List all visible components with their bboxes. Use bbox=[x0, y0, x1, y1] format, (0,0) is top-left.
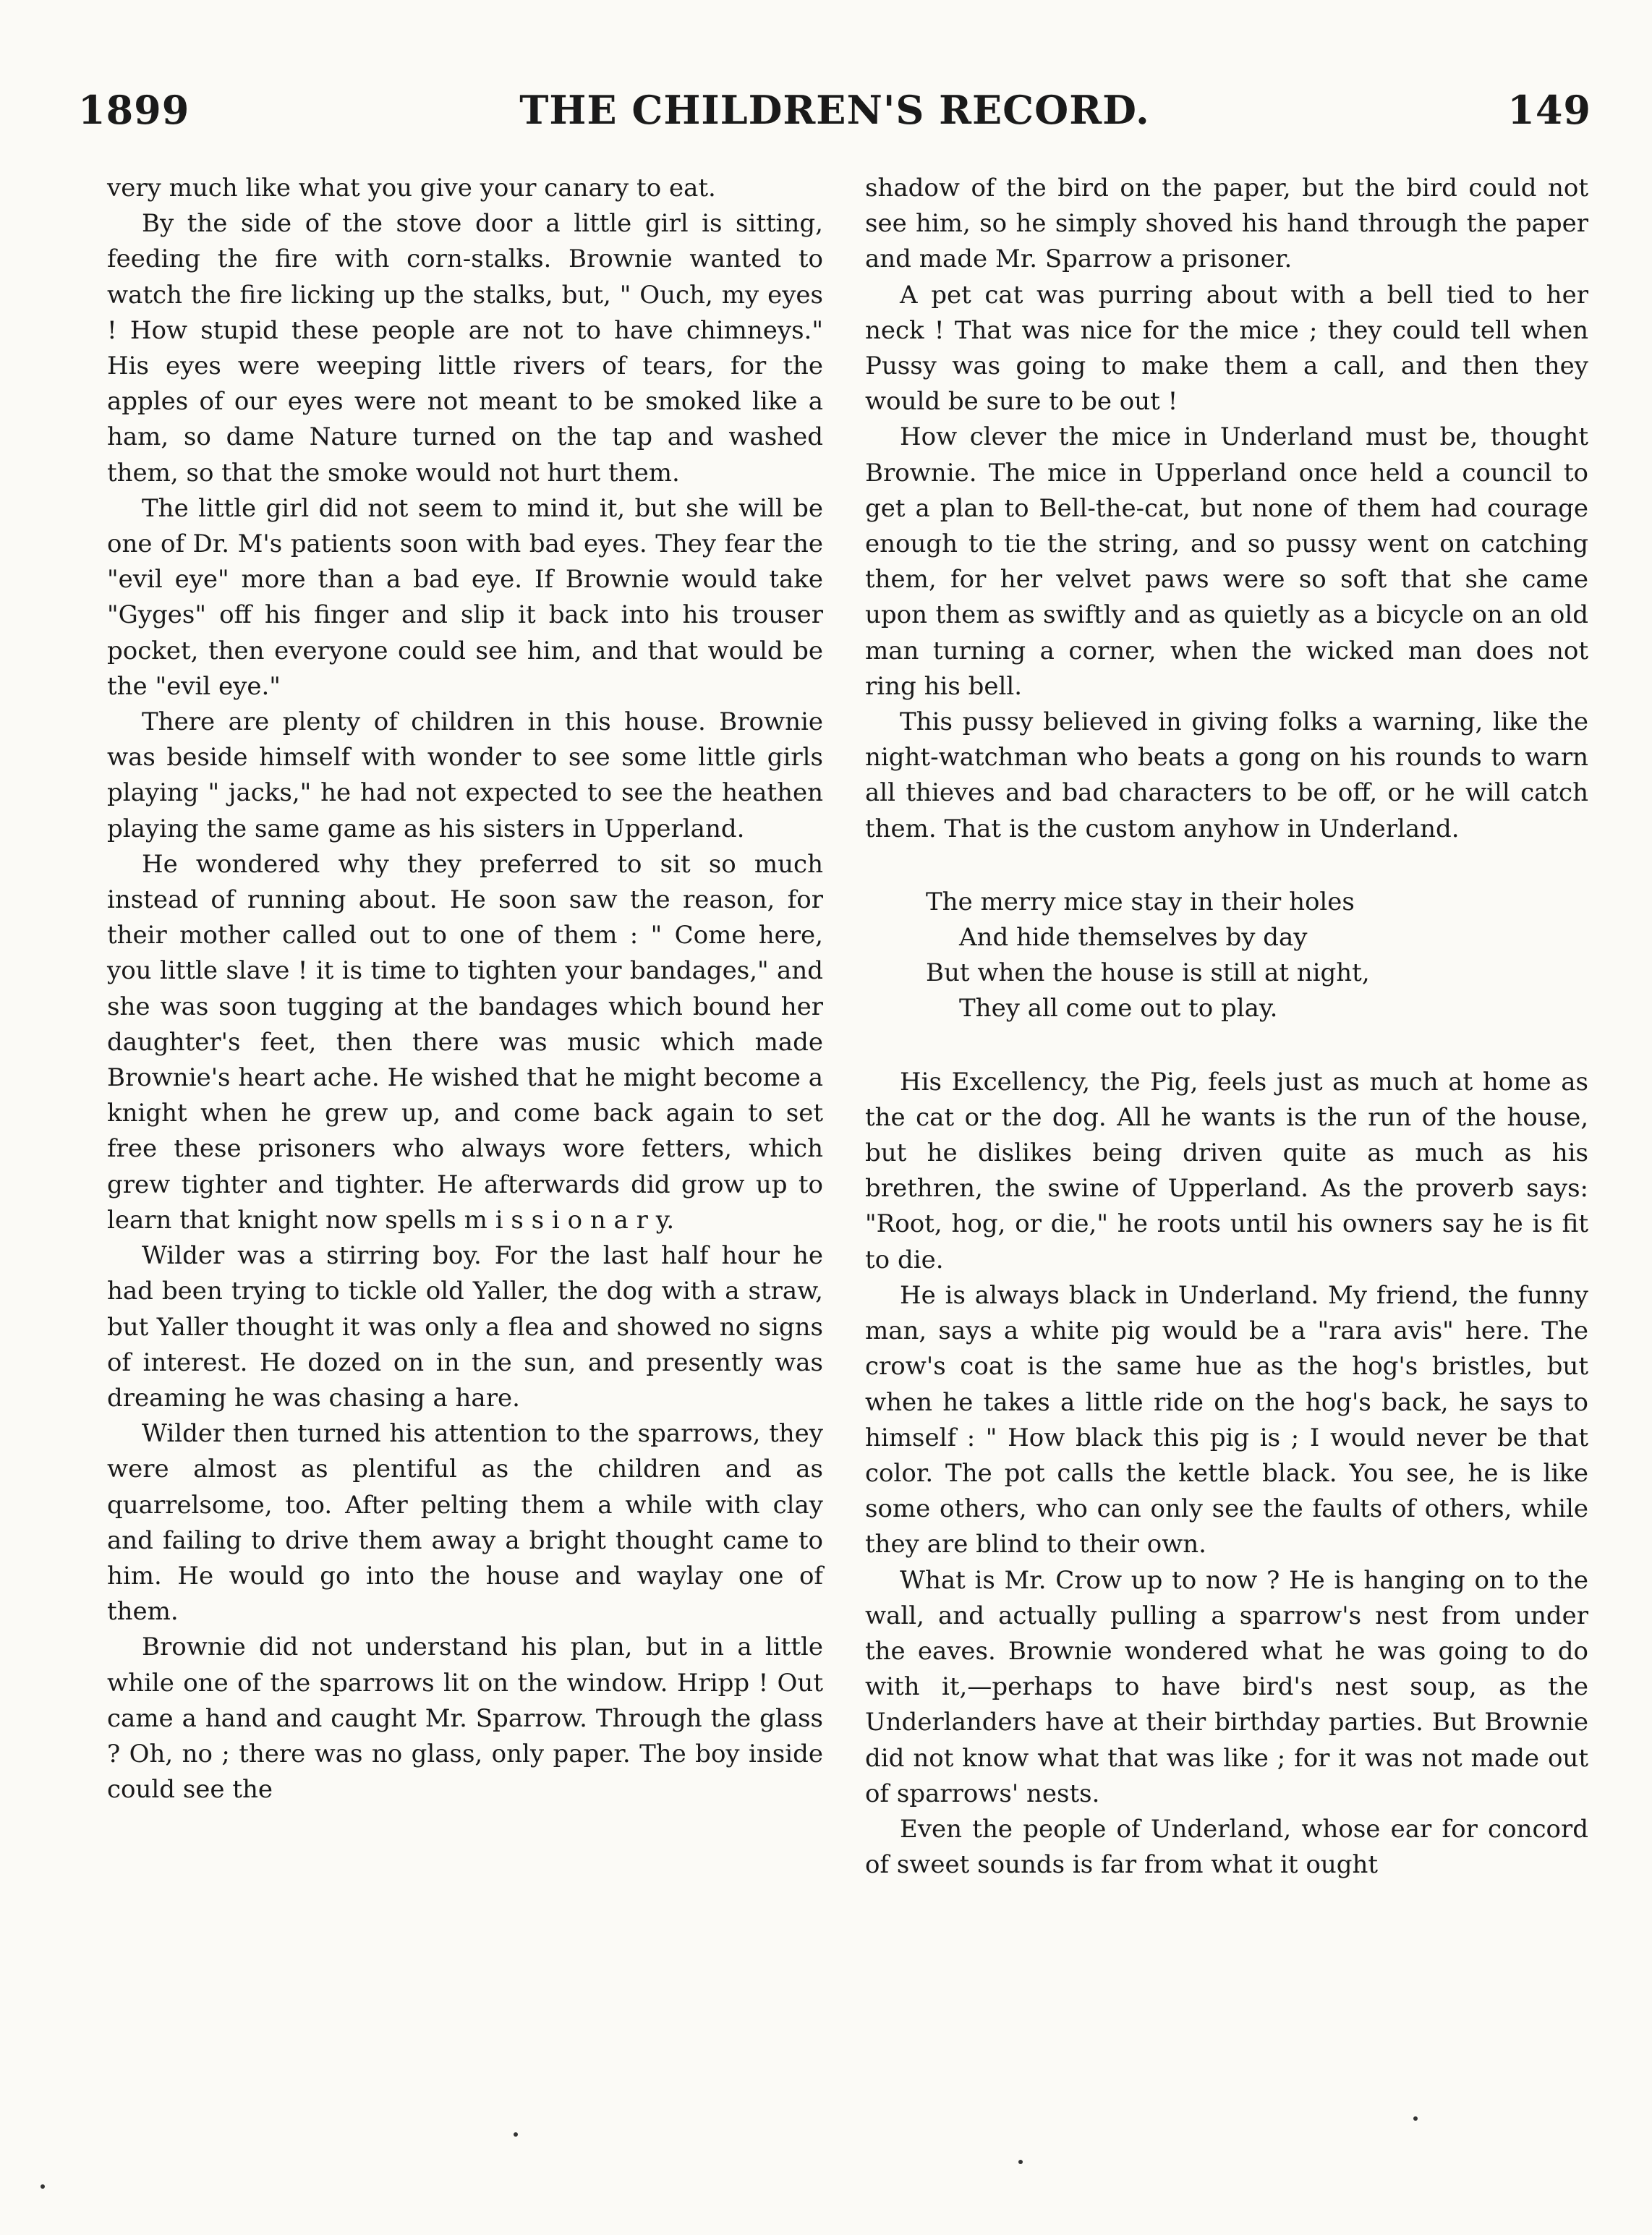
paragraph: The little girl did not seem to mind it, but she will be one of Dr. M's patients soon with bad eyes. They fear the "evil eye" more than a bad eye. If Brownie would take "Gyges" off his finger and slip it back into his trouser pocket, then everyone could see him, and that would be the "evil eye." bbox=[107, 493, 823, 701]
poem-line: The merry mice stay in their holes bbox=[926, 887, 1355, 916]
paragraph: A pet cat was purring about with a bell tied to her neck ! That was nice for the mice ; they could tell when Pussy was going to make them a call, and then they would be sure to be out ! bbox=[865, 280, 1588, 417]
header-page-number: 149 bbox=[1507, 87, 1591, 133]
speck-mark bbox=[41, 2184, 45, 2189]
paragraph: By the side of the stove door a little girl is sitting, feeding the fire with corn-stalks. Brownie wanted to watch the fire licking up the stalks, but, " Ouch, my eyes ! How stupid these people are not to have chimneys." His eyes were weeping little rivers of tears, for the apples of our eyes were not meant to be smoked like a ham, so dame Nature turned on the tap and washed them, so that the smoke would not hurt them. bbox=[107, 209, 823, 488]
header-title: THE CHILDREN'S RECORD. bbox=[519, 87, 1150, 133]
poem-line: They all come out to play. bbox=[959, 994, 1278, 1023]
paragraph: Wilder was a stirring boy. For the last half hour he had been trying to tickle old Yaller, the dog with a straw, but Yaller thought it was only a flea and showed no signs of interest. He dozed on in the sun, and presently was dreaming he was chasing a hare. bbox=[107, 1241, 823, 1413]
poem bbox=[926, 885, 1588, 1027]
speck-mark bbox=[514, 2132, 518, 2137]
paragraph: There are plenty of children in this house. Brownie was beside himself with wonder to see some little girls playing " jacks," he had not expected to see the heathen playing the same game as his sisters in Upperland. bbox=[107, 707, 823, 843]
right-column bbox=[865, 171, 1588, 1883]
paragraph: He wondered why they preferred to sit so much instead of running about. He soon saw the reason, for their mother called out to one of them : " Come here, you little slave ! it is time to tighten your bandages," and she was soon tugging at the bandages which bound her daughter's feet, then there was music which made Brownie's heart ache. He wished that he might become a knight when he grew up, and come back again to set free these prisoners who always wore fetters, which grew tighter and tighter. He afterwards did grow up to learn that knight now spells m i s s i o n a r y. bbox=[107, 849, 823, 1235]
speck-mark bbox=[1018, 2160, 1023, 2164]
paragraph: Brownie did not understand his plan, but in a little while one of the sparrows lit on the window. Hripp ! Out came a hand and caught Mr. Sparrow. Through the glass ? Oh, no ; there was no glass, only paper. The boy inside could see the bbox=[107, 1632, 823, 1805]
paragraph: What is Mr. Crow up to now ? He is hanging on to the wall, and actually pulling a sparrow's nest from under the eaves. Brownie wondered what he was going to do with it,—perhaps to have bird's nest soup, as the Underlanders have at their birthday parties. But Brownie did not know what that was like ; for it was not made out of sparrows' nests. bbox=[865, 1565, 1588, 1808]
paragraph: very much like what you give your canary to eat. bbox=[107, 174, 716, 203]
paragraph: His Excellency, the Pig, feels just as much at home as the cat or the dog. All he wants is the run of the house, but he dislikes being driven quite as much as his brethren, the swine of Upperland. As the proverb says: "Root, hog, or die," he roots until his owners say he is fit to die. bbox=[865, 1067, 1588, 1274]
header-year: 1899 bbox=[78, 87, 190, 133]
poem-line: And hide themselves by day bbox=[959, 923, 1308, 953]
paragraph: Wilder then turned his attention to the sparrows, they were almost as plentiful as the children and as quarrelsome, too. After pelting them a while with clay and failing to drive them away a bright thought came to him. He would go into the house and waylay one of them. bbox=[107, 1419, 823, 1627]
left-column bbox=[107, 171, 823, 1808]
poem-line: But when the house is still at night, bbox=[926, 958, 1370, 988]
paragraph: He is always black in Underland. My friend, the funny man, says a white pig would be a "rara avis" here. The crow's coat is the same hue as the hog's bristles, but when he takes a little ride on the hog's back, he says to himself : " How black this pig is ; I would never be that color. The pot calls the kettle black. You see, he is like some others, who can only see the faults of others, while they are blind to their own. bbox=[865, 1280, 1588, 1559]
running-header bbox=[78, 81, 1591, 139]
paragraph: How clever the mice in Underland must be, thought Brownie. The mice in Upperland once held a council to get a plan to Bell-the-cat, but none of them had courage enough to tie the string, and so pussy went on catching them, for her velvet paws were so soft that she came upon them as swiftly and as quietly as a bicycle on an old man turning a corner, when the wicked man does not ring his bell. bbox=[865, 422, 1588, 701]
paragraph: Even the people of Underland, whose ear for concord of sweet sounds is far from what it ought bbox=[865, 1814, 1588, 1880]
paragraph: shadow of the bird on the paper, but the bird could not see him, so he simply shoved his hand through the paper and made Mr. Sparrow a prisoner. bbox=[865, 174, 1588, 274]
paragraph: This pussy believed in giving folks a warning, like the night-watchman who beats a gong on his rounds to warn all thieves and bad characters to be off, or he will catch them. That is the custom anyhow in Underland. bbox=[865, 707, 1588, 843]
speck-mark bbox=[1413, 2116, 1418, 2121]
